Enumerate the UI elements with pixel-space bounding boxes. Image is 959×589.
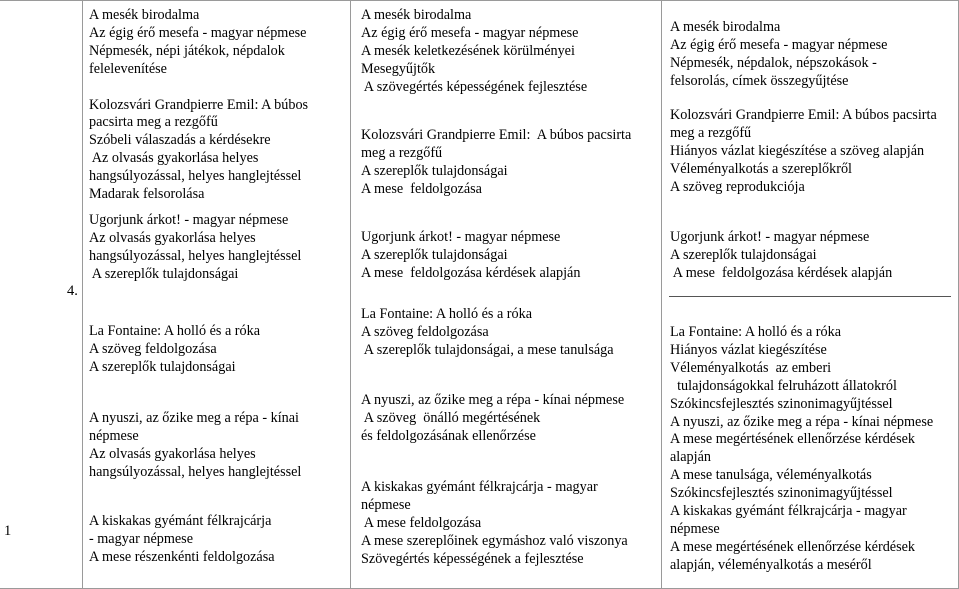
text-line: Az égig érő mesefa - magyar népmese <box>670 36 888 53</box>
column-2-pacsirta <box>361 127 631 199</box>
text-line: Szókincsfejlesztés szinonimagyűjtéssel <box>670 485 893 502</box>
text-line: La Fontaine: A holló és a róka <box>361 306 533 322</box>
text-line: A szöveg reprodukciója <box>670 178 805 195</box>
text-line: Szóbeli válaszadás a kérdésekre <box>89 132 271 149</box>
text-line: Kolozsvári Grandpierre Emil: A búbos pacsirta <box>361 127 632 143</box>
text-line: Az olvasás gyakorlása helyes <box>89 445 256 462</box>
column-2-section-2 <box>361 306 614 360</box>
text-line: A szöveg feldolgozása <box>361 323 489 340</box>
text-line: A mese megértésének ellenőrzése kérdések <box>670 431 916 448</box>
column-1-section-3 <box>89 410 301 482</box>
text-line: Ugorjunk árkot! - magyar népmese <box>361 229 561 245</box>
text-line: A szöveg feldolgozása <box>89 340 217 357</box>
sub-number: 4. <box>67 283 78 299</box>
text-line: Hiányos vázlat kiegészítése a szöveg alapján <box>670 142 925 159</box>
column-2-section-3 <box>361 392 624 446</box>
column-2-section-4 <box>361 479 628 569</box>
text-line: A szereplők tulajdonságai <box>361 162 508 179</box>
text-line: Ugorjunk árkot! - magyar népmese <box>89 212 289 228</box>
text-line: A mesék birodalma <box>361 7 472 23</box>
text-line: Az égig érő mesefa - magyar népmese <box>89 24 307 41</box>
text-line: Hiányos vázlat kiegészítése <box>670 341 827 358</box>
text-line: alapján <box>670 449 711 466</box>
text-line: - magyar népmese <box>89 530 193 547</box>
column-3-pacsirta <box>670 107 937 197</box>
text-line: A mese feldolgozása <box>361 514 482 531</box>
text-line: népmese <box>670 520 720 537</box>
text-line: A mese részenkénti feldolgozása <box>89 548 275 565</box>
text-line: A szereplők tulajdonságai <box>89 358 236 375</box>
text-line: A mesék birodalma <box>89 7 200 23</box>
text-line: felsorolás, címek összegyűjtése <box>670 72 849 89</box>
text-line: pacsirta meg a rezgőfű <box>89 114 218 131</box>
text-line: A szereplők tulajdonságai, a mese tanulsága <box>361 341 614 358</box>
text-line: A mese feldolgozása <box>361 180 482 197</box>
text-line: A szereplők tulajdonságai <box>361 246 508 263</box>
text-line: A szereplők tulajdonságai <box>670 246 817 263</box>
text-line: A szereplők tulajdonságai <box>89 265 239 282</box>
text-line: A mesék keletkezésének körülményei <box>361 42 575 59</box>
column-1-section-4 <box>89 513 275 567</box>
text-line: A mese feldolgozása kérdések alapján <box>670 264 893 281</box>
text-line: La Fontaine: A holló és a róka <box>89 323 261 339</box>
text-line: Madarak felsorolása <box>89 186 205 203</box>
text-line: A kiskakas gyémánt félkrajcárja <box>89 513 272 529</box>
text-line: alapján, véleményalkotás a meséről <box>670 556 872 573</box>
column-1 <box>89 7 308 204</box>
text-line: Az olvasás gyakorlása helyes <box>89 150 259 167</box>
text-line: Szókincsfejlesztés szinonimagyűjtéssel <box>670 395 893 412</box>
text-line: Véleményalkotás az emberi <box>670 359 832 376</box>
text-line: A nyuszi, az őzike meg a répa - kínai népmese <box>361 392 625 408</box>
text-line: Szövegértés képességének a fejlesztése <box>361 550 584 567</box>
column-2 <box>361 7 587 97</box>
text-line: A kiskakas gyémánt félkrajcárja - magyar <box>670 503 907 520</box>
text-line: felelevenítése <box>89 60 167 77</box>
column-1-section-2 <box>89 323 260 377</box>
text-line: A nyuszi, az őzike meg a répa - kínai népmese <box>670 413 934 430</box>
column-3-section-1 <box>670 229 892 283</box>
text-line: Az olvasás gyakorlása helyes <box>89 229 256 246</box>
text-line: A kiskakas gyémánt félkrajcárja - magyar <box>361 479 598 495</box>
column-2-section-1 <box>361 229 580 283</box>
text-line: meg a rezgőfű <box>361 144 443 161</box>
text-line: A mese tanulsága, véleményalkotás <box>670 467 872 484</box>
text-line: A mese feldolgozása kérdések alapján <box>361 264 581 281</box>
text-line: A mese megértésének ellenőrzése kérdések <box>670 538 916 555</box>
text-line: hangsúlyozással, helyes hanglejtéssel <box>89 247 302 264</box>
text-line: hangsúlyozással, helyes hanglejtéssel <box>89 168 302 185</box>
text-line: Népmesék, népi játékok, népdalok <box>89 42 285 59</box>
text-line: A mesék birodalma <box>670 19 781 35</box>
text-line: A nyuszi, az őzike meg a répa - kínai <box>89 410 299 426</box>
text-line: Ugorjunk árkot! - magyar népmese <box>670 229 870 245</box>
column-1-section-1 <box>89 212 301 284</box>
column-3 <box>670 19 887 91</box>
text-line: és feldolgozásának ellenőrzése <box>361 427 536 444</box>
text-line: Kolozsvári Grandpierre Emil: A búbos pacsirta <box>670 107 937 123</box>
text-line: A szövegértés képességének fejlesztése <box>361 78 588 95</box>
text-line: A szöveg önálló megértésének <box>361 409 541 426</box>
text-line: népmese <box>361 496 411 513</box>
column-1-top-block <box>89 7 308 204</box>
text-line: Véleményalkotás a szereplőkről <box>670 160 852 177</box>
text-line: Az égig érő mesefa - magyar népmese <box>361 24 579 41</box>
text-line: népmese <box>89 427 139 444</box>
text-line: A mese szereplőinek egymáshoz való viszonya <box>361 532 628 549</box>
text-line: Népmesék, népdalok, népszokások - <box>670 54 877 71</box>
row-number: 1 <box>4 523 12 539</box>
text-line: hangsúlyozással, helyes hanglejtéssel <box>89 463 302 480</box>
text-line: meg a rezgőfű <box>670 124 752 141</box>
text-line: tulajdonságokkal felruházott állatokról <box>670 377 897 394</box>
text-line: La Fontaine: A holló és a róka <box>670 324 842 340</box>
text-line: Mesegyűjtők <box>361 60 436 77</box>
column-3-section-2 <box>670 324 933 575</box>
text-line: Kolozsvári Grandpierre Emil: A búbos <box>89 96 309 113</box>
